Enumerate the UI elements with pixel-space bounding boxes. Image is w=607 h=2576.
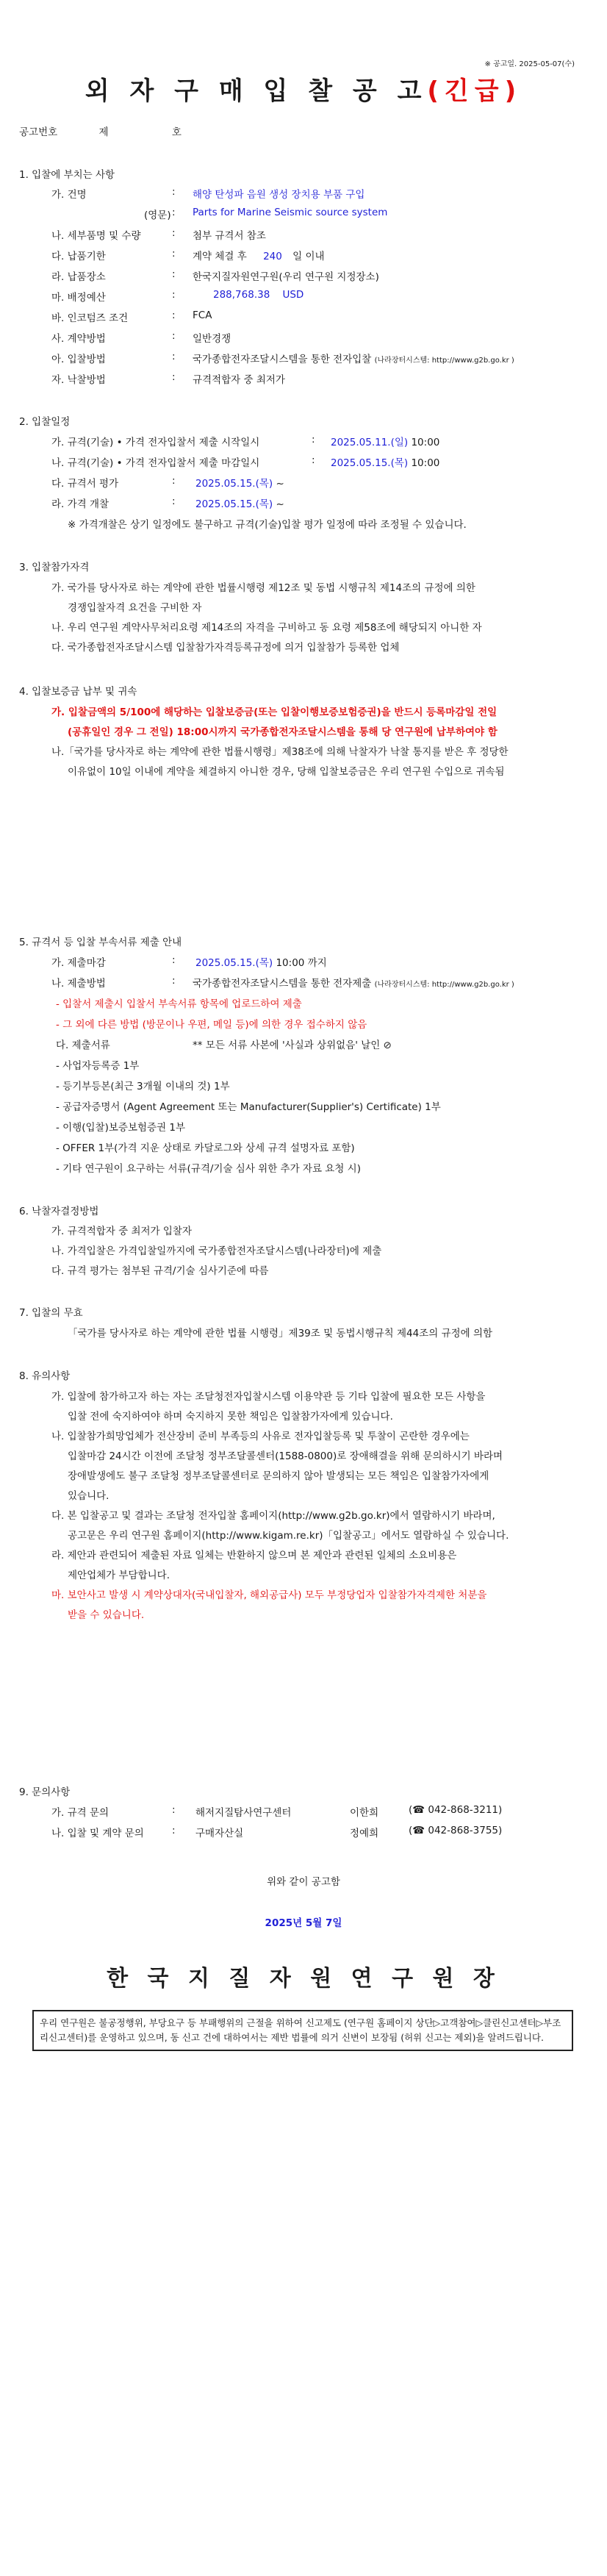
schedule-start-value: [331, 434, 439, 448]
deposit-b-line2: 이유없이 10일 이내에 계약을 체결하지 아니한 경우, 당해 입찰보증금은 우리 연구원 수입으로 귀속됨: [68, 766, 505, 778]
contact-contract-label: 나. 입찰 및 계약 문의: [51, 1828, 144, 1839]
caution-b-line3: 장애발생에도 불구 조달청 정부조달콜센터로 문의하지 않아 발생되는 모든 책임은 입찰참가자에게: [68, 1470, 489, 1482]
section-6-heading: 6. 낙찰자결정방법: [19, 1206, 99, 1217]
award-method-a: 가. 규격적합자 중 최저가 입찰자: [51, 1226, 192, 1237]
schedule-end-label: 나. 규격(기술) • 가격 전자입찰서 제출 마감일시: [51, 457, 260, 469]
caution-e-line1: 마. 보안사고 발생 시 계약상대자(국내입찰자, 해외공급사) 모두 부정당업자 입찰참가자격제한 처분을: [51, 1589, 487, 1601]
colon: :: [172, 289, 176, 301]
deposit-a-line1: [51, 704, 497, 718]
bid-value-text: 국가종합전자조달시스템을 통한 전자입찰: [193, 354, 372, 365]
submission-deadline-value: [195, 954, 327, 969]
contact-spec-dept: 해저지질탐사연구센터: [195, 1807, 292, 1819]
award-label: 자. 낙찰방법: [51, 374, 106, 386]
notice-number-end: 호: [171, 126, 182, 138]
caution-e-line2: 받을 수 있습니다.: [68, 1609, 145, 1621]
colon: :: [172, 1804, 176, 1816]
organization-signature: 한 국 지 질 자 원 연 구 원 장: [107, 1966, 500, 1992]
colon: :: [172, 1825, 176, 1836]
place-label: 라. 납품장소: [51, 271, 106, 283]
submission-rule-1: - 입찰서 제출시 입찰서 부속서류 항목에 업로드하여 제출: [56, 998, 302, 1010]
invalid-bid-text: 「국가를 당사자로 하는 계약에 관한 법률 시행령」제39조 및 동법시행규칙 제44조의 규정에 의함: [68, 1328, 493, 1339]
qualification-c: 다. 국가종합전자조달시스템 입찰참가자격등록규정에 의거 입찰참가 등록한 업체: [51, 642, 400, 654]
caution-b-line1: 나. 입찰참가희망업체가 전산장비 준비 부족등의 사유로 전자입찰등록 및 투찰이 곤란한 경우에는: [51, 1431, 470, 1442]
notice-number: [19, 124, 182, 138]
schedule-end-time: 10:00: [411, 457, 440, 469]
document-item: - 공급자증명서 (Agent Agreement 또는 Manufacturer(Supplier's) Certificate) 1부: [56, 1101, 441, 1113]
spec-eval-label: 다. 규격서 평가: [51, 478, 119, 490]
section-2-heading: 2. 입찰일정: [19, 416, 71, 428]
colon: :: [172, 475, 176, 487]
page-title: [0, 71, 607, 107]
bid-value: [193, 351, 514, 365]
document-item: - 등기부등본(최근 3개월 이내의 것) 1부: [56, 1081, 230, 1092]
colon: :: [172, 268, 176, 280]
documents-label: 다. 제출서류: [56, 1040, 110, 1051]
section-1-heading: 1. 입찰에 부치는 사항: [19, 169, 115, 181]
submission-rule-2: - 그 외에 다른 방법 (방문이나 우편, 메일 등)에 의한 경우 접수하지 않음: [56, 1019, 367, 1031]
colon: :: [172, 227, 176, 239]
price-open-value: [195, 495, 284, 510]
item-name-label: 가. 건명: [51, 189, 87, 201]
document-item: - 사업자등록증 1부: [56, 1060, 140, 1072]
deposit-b-line1: 나.「국가를 당사자로 하는 계약에 관한 법률시행령」제38조에 의해 낙찰자가 낙찰 통지를 받은 후 정당한: [51, 746, 509, 758]
item-name-ko: 해양 탄성파 음원 생성 장치용 부품 구입: [193, 189, 365, 201]
submission-deadline-label: 가. 제출마감: [51, 957, 106, 969]
submission-method-note: (나라장터시스템: http://www.g2b.go.kr ): [374, 981, 514, 989]
contact-spec-name: 이한희: [350, 1807, 379, 1819]
notice-number-label: 공고번호: [19, 126, 58, 138]
submission-method-text: 국가종합전자조달시스템을 통한 전자제출: [193, 978, 372, 990]
closing-date: 2025년 5월 7일: [265, 1917, 342, 1929]
bid-note: (나라장터시스템: http://www.g2b.go.kr ): [374, 357, 514, 365]
spec-eval-date: 2025.05.15.(목): [195, 478, 273, 490]
colon: :: [312, 434, 315, 446]
contact-spec-phone: (☎ 042-868-3211): [409, 1804, 503, 1816]
caution-d-line1: 라. 제안과 관련되어 제출된 자료 일체는 반환하지 않으며 본 제안과 관련된 일체의 소요비용은: [51, 1550, 457, 1561]
contract-value: 일반경쟁: [193, 333, 231, 345]
delivery-label: 다. 납품기한: [51, 251, 106, 262]
schedule-end-value: [331, 454, 439, 469]
spec-value: 첨부 규격서 참조: [193, 230, 266, 242]
place-value: 한국지질자원연구원(우리 연구원 지정장소): [193, 271, 379, 283]
submission-deadline-date: 2025.05.15.(목): [195, 957, 273, 969]
contact-contract-phone: (☎ 042-868-3755): [409, 1825, 503, 1836]
incoterms-value: FCA: [193, 310, 212, 321]
spec-eval-value: [195, 475, 284, 490]
price-open-date: 2025.05.15.(목): [195, 498, 273, 510]
contact-contract-name: 정예희: [350, 1828, 379, 1839]
title-main: 외 자 구 매 입 찰 공 고: [85, 76, 428, 106]
spec-eval-tail: ~: [276, 478, 284, 490]
caution-c-line2: 공고문은 우리 연구원 홈페이지(http://www.kigam.re.kr)「입찰공고」에서도 열람하실 수 있습니다.: [68, 1530, 509, 1542]
colon: :: [172, 954, 176, 966]
colon: :: [172, 186, 176, 198]
delivery-text-a: 계약 체결 후: [193, 251, 247, 262]
delivery-value: [193, 248, 325, 262]
delivery-text-b: 일 이내: [292, 251, 325, 262]
caution-a-line2: 입찰 전에 숙지하여야 하며 숙지하지 못한 책임은 입찰참가자에게 있습니다.: [68, 1411, 393, 1423]
document-item: - 이행(입찰)보증보험증권 1부: [56, 1122, 186, 1134]
documents-note: ** 모든 서류 사본에 '사실과 상위없음' 날인 ⊘: [193, 1040, 392, 1051]
price-open-tail: ~: [276, 498, 284, 510]
title-urgent: (긴급): [427, 76, 522, 106]
delivery-days: 240: [263, 251, 282, 262]
section-8-heading: 8. 유의사항: [19, 1370, 71, 1382]
contract-label: 사. 계약방법: [51, 333, 106, 345]
notice-number-mid: 제: [98, 126, 109, 138]
colon: :: [172, 371, 176, 383]
colon: :: [172, 495, 176, 507]
bid-label: 아. 입찰방법: [51, 354, 106, 365]
item-name-en-label: (영문): [144, 210, 171, 221]
colon: :: [172, 351, 176, 362]
deposit-a-line2: (공휴일인 경우 그 전일) 18:00시까지 국가종합전자조달시스템을 통해 당 연구원에 납부하여야 함: [68, 726, 498, 738]
colon: :: [312, 454, 315, 466]
section-5-heading: 5. 규격서 등 입찰 부속서류 제출 안내: [19, 937, 182, 948]
document-item: - 기타 연구원이 요구하는 서류(규격/기술 심사 위한 추가 자료 요청 시): [56, 1163, 361, 1175]
price-open-label: 라. 가격 개찰: [51, 498, 109, 510]
budget-label: 마. 배정예산: [51, 292, 106, 304]
anti-corruption-notice: 우리 연구원은 불공정행위, 부당요구 등 부패행위의 근절을 위하여 신고제도 (연구원 홈페이지 상단▷고객참여▷클린신고센터▷부조리신고센터)를 운영하고 있으며, 동 신고 건에 대하여서는 제반 법률에 의거 신변이 보장됨 (허위 신고는 제외)을 알려드립니다.: [32, 2010, 573, 2051]
section-7-heading: 7. 입찰의 무효: [19, 1307, 83, 1319]
schedule-start-date: 2025.05.11.(일): [331, 437, 409, 448]
caution-b-line2: 입찰마감 24시간 이전에 조달청 정부조달콜센터(1588-0800)로 장애해결을 위해 문의하시기 바라며: [68, 1450, 503, 1462]
submission-method-label: 나. 제출방법: [51, 978, 106, 990]
schedule-start-label: 가. 규격(기술) • 가격 전자입찰서 제출 시작일시: [51, 437, 260, 448]
caution-a-line1: 가. 입찰에 참가하고자 하는 자는 조달청전자입찰시스템 이용약관 등 기타 입찰에 필요한 모든 사항을: [51, 1391, 486, 1403]
caution-b-line4: 있습니다.: [68, 1490, 109, 1502]
document-item: - OFFER 1부(가격 지운 상태로 카달로그와 상세 규격 설명자료 포함): [56, 1142, 355, 1154]
announcement-date: ※ 공고일. 2025-05-07(수): [484, 60, 575, 68]
qualification-b: 나. 우리 연구원 계약사무처리요령 제14조의 자격을 구비하고 동 요령 제58조에 해당되지 아니한 자: [51, 622, 482, 634]
qualification-a-line1: 가. 국가를 당사자로 하는 계약에 관한 법률시행령 제12조 및 동법 시행규칙 제14조의 규정에 의한: [51, 582, 475, 594]
deposit-a-line1-text: 가. 입찰금액의 5/100에 해당하는 입찰보증금(또는 입찰이행보증보험증권)을 반드시 등록마감일 전일: [51, 706, 498, 718]
schedule-start-time: 10:00: [411, 437, 440, 448]
qualification-a-line2: 경쟁입찰자격 요건을 구비한 자: [68, 602, 202, 614]
colon: :: [172, 207, 176, 218]
budget-value: 288,768.38 USD: [213, 289, 304, 301]
section-3-heading: 3. 입찰참가자격: [19, 562, 90, 573]
contact-contract-dept: 구매자산실: [195, 1828, 244, 1839]
colon: :: [172, 310, 176, 321]
award-value: 규격적합자 중 최저가: [193, 374, 285, 386]
section-9-heading: 9. 문의사항: [19, 1786, 71, 1798]
award-method-c: 다. 규격 평가는 첨부된 규격/기술 심사기준에 따름: [51, 1265, 269, 1277]
section-4-heading: 4. 입찰보증금 납부 및 귀속: [19, 686, 137, 698]
caution-c-line1: 다. 본 입찰공고 및 결과는 조달청 전자입찰 홈페이지(http://www.g2b.go.kr)에서 열람하시기 바라며,: [51, 1510, 495, 1522]
schedule-end-date: 2025.05.15.(목): [331, 457, 409, 469]
caution-d-line2: 제안업체가 부담합니다.: [68, 1570, 170, 1581]
item-name-en: Parts for Marine Seismic source system: [193, 207, 388, 218]
incoterms-label: 바. 인코텀즈 조건: [51, 312, 129, 324]
contact-spec-label: 가. 규격 문의: [51, 1807, 109, 1819]
closing-text: 위와 같이 공고함: [267, 1876, 340, 1888]
colon: :: [172, 330, 176, 342]
submission-deadline-time: 10:00 까지: [276, 957, 327, 969]
schedule-note: ※ 가격개찰은 상기 일정에도 불구하고 규격(기술)입찰 평가 일정에 따라 조정될 수 있습니다.: [68, 519, 467, 531]
submission-method-value: [193, 975, 514, 990]
award-method-b: 나. 가격입찰은 가격입찰일까지에 국가종합전자조달시스템(나라장터)에 제출: [51, 1245, 382, 1257]
colon: :: [172, 248, 176, 260]
colon: :: [172, 975, 176, 987]
spec-label: 나. 세부품명 및 수량: [51, 230, 141, 242]
